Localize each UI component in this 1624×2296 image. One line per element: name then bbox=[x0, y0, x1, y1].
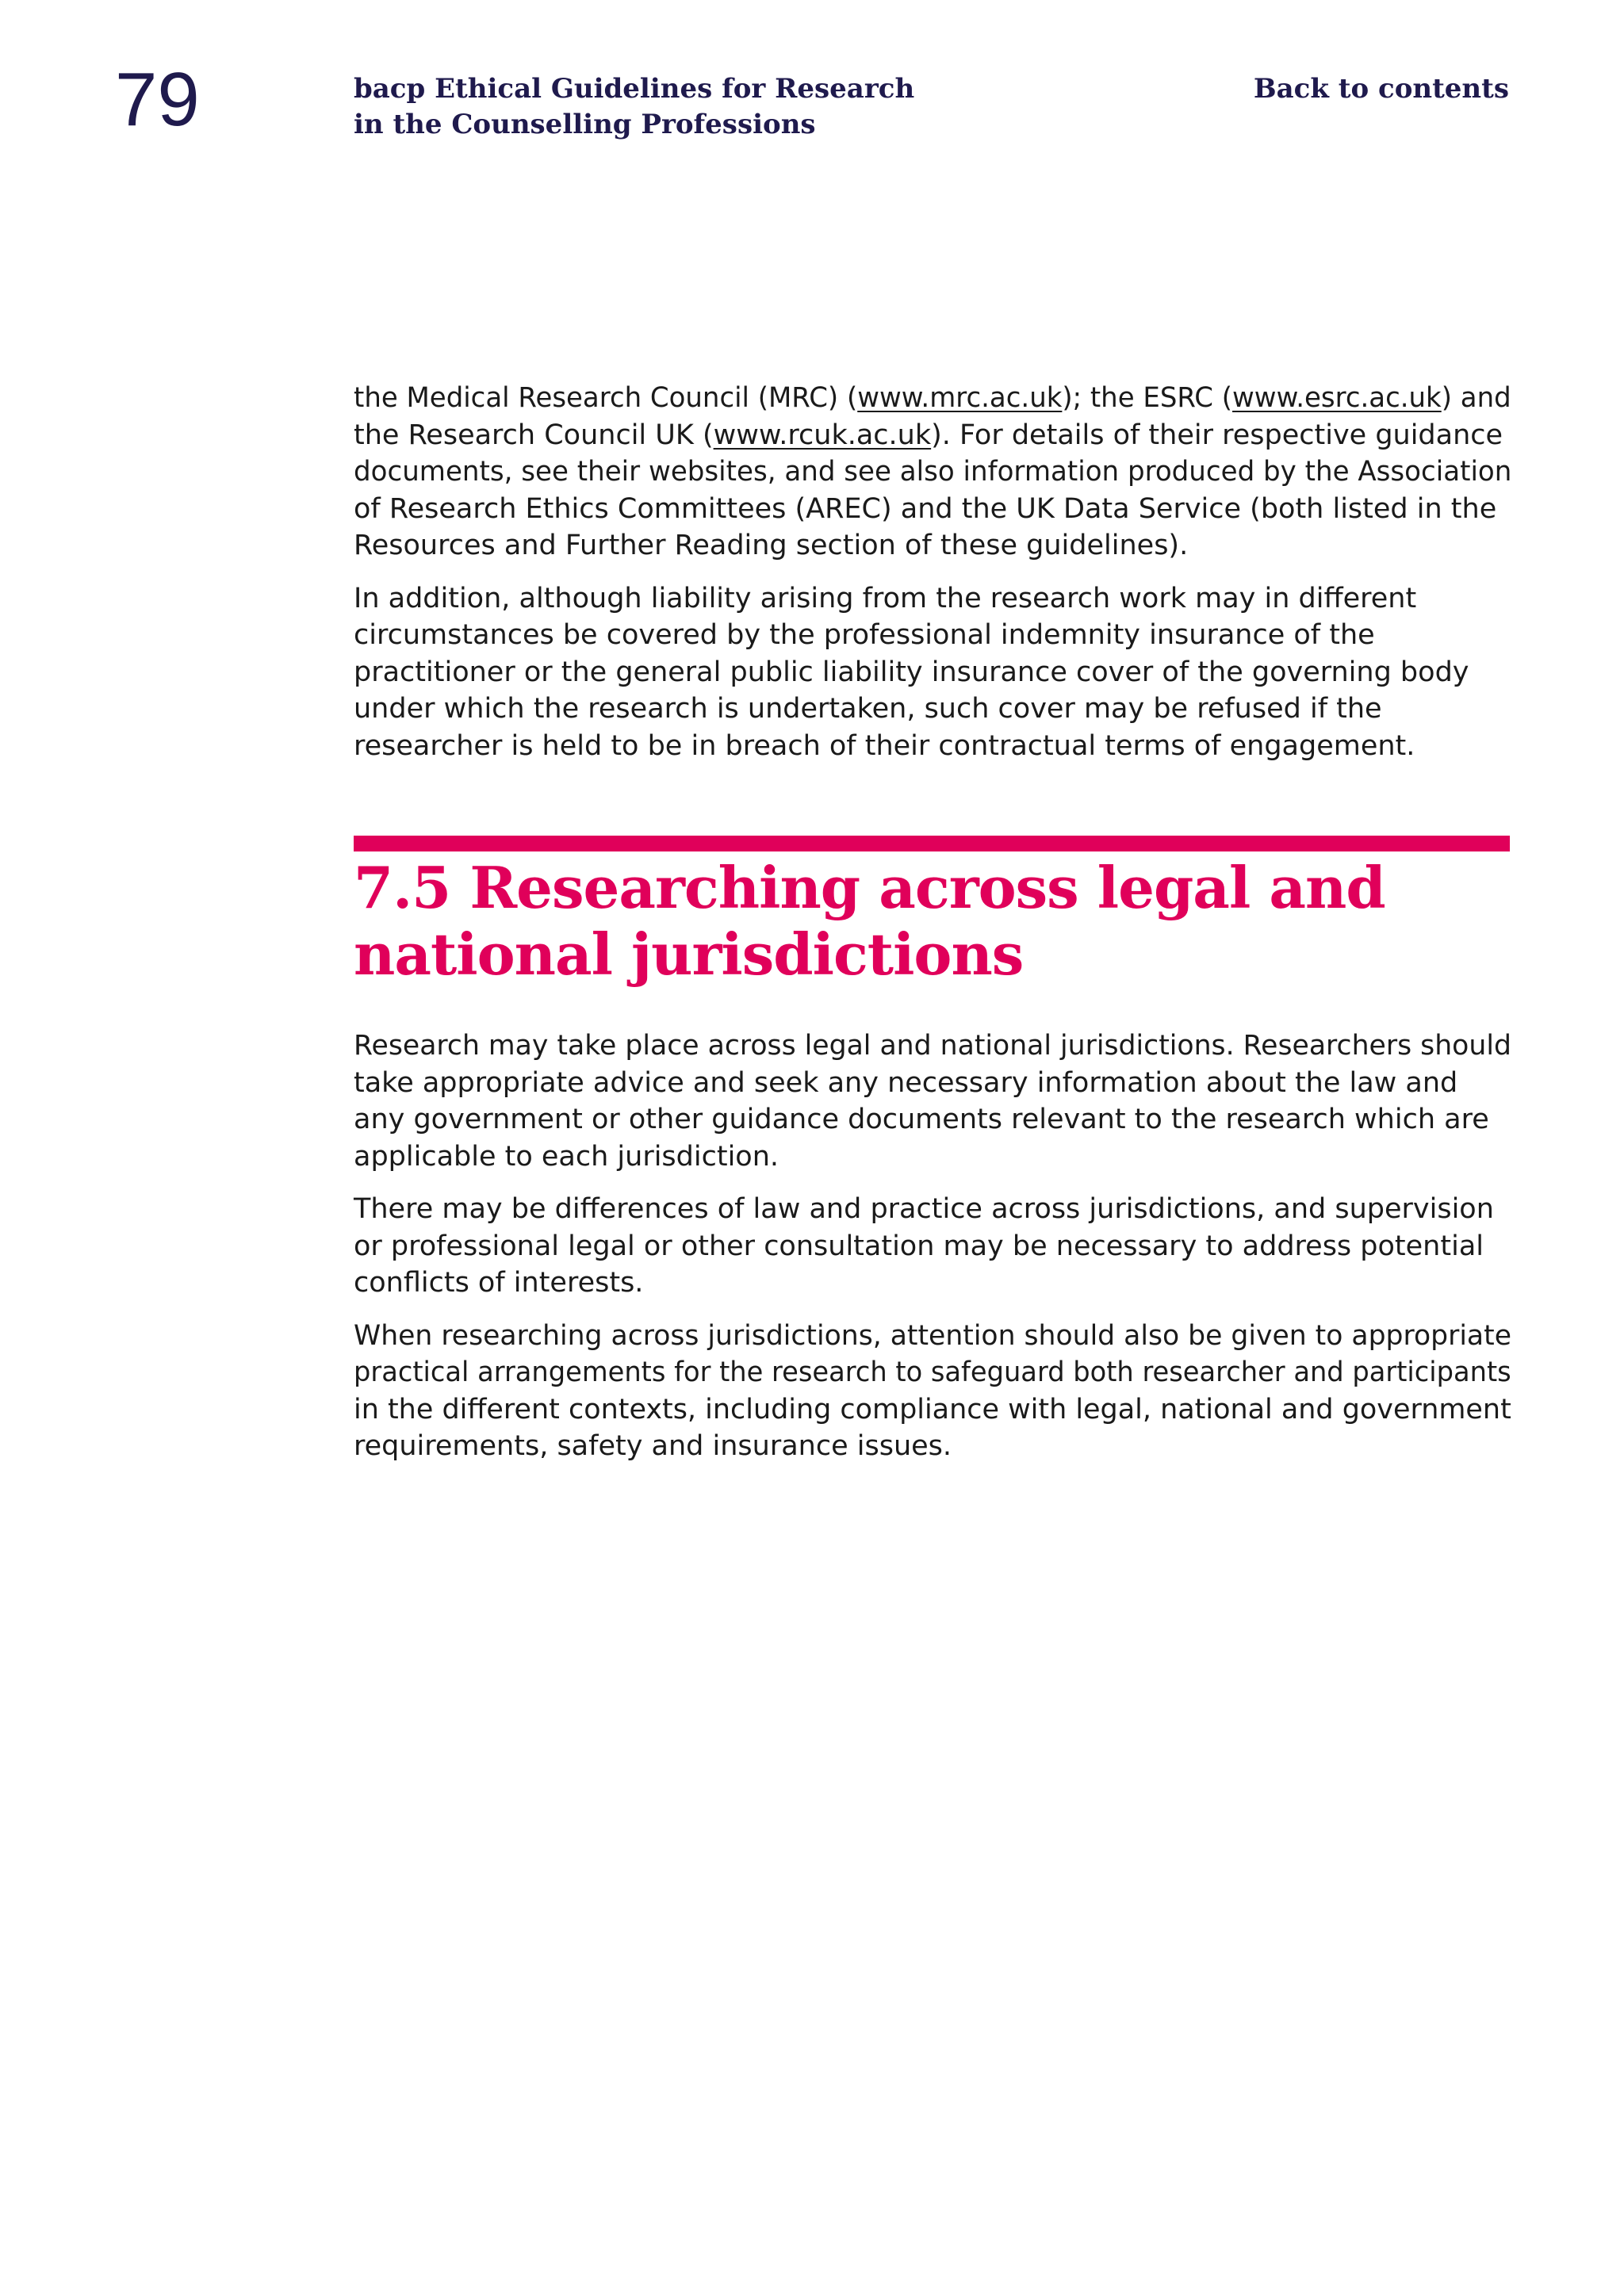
text-line: practical arrangements for the research to safeguard both researcher and participants bbox=[354, 1357, 1511, 1388]
text-line: researcher is held to be in breach of their contractual terms of engagement. bbox=[354, 729, 1415, 762]
text-segment: ); the ESRC ( bbox=[1062, 382, 1233, 414]
text-line: take appropriate advice and seek any necessary information about the law and bbox=[354, 1066, 1458, 1099]
text-line: conflicts of interests. bbox=[354, 1267, 644, 1299]
text-segment: ). For details of their respective guidance bbox=[931, 419, 1503, 451]
text-segment: the Research Council UK ( bbox=[354, 419, 714, 451]
text-line: requirements, safety and insurance issues. bbox=[354, 1430, 952, 1462]
text-line: Research may take place across legal and national jurisdictions. Researchers should bbox=[354, 1030, 1511, 1062]
page-number: 79 bbox=[115, 57, 200, 142]
text-line: any government or other guidance documents relevant to the research which are bbox=[354, 1104, 1489, 1135]
intro-text bbox=[354, 380, 1511, 764]
back-to-contents-link[interactable]: Back to contents bbox=[1253, 73, 1509, 105]
text-line bbox=[354, 417, 1511, 454]
text-line: practitioner or the general public liability insurance cover of the governing body bbox=[354, 656, 1469, 688]
text-line: in the different contexts, including compliance with legal, national and government bbox=[354, 1393, 1511, 1425]
paragraph bbox=[354, 380, 1511, 564]
text-line: Resources and Further Reading section of these guidelines). bbox=[354, 530, 1189, 561]
mrc-link[interactable]: www.mrc.ac.uk bbox=[857, 382, 1063, 414]
text-line: under which the research is undertaken, such cover may be refused if the bbox=[354, 693, 1382, 725]
section-heading bbox=[354, 855, 1511, 988]
esrc-link[interactable]: www.esrc.ac.uk bbox=[1232, 382, 1442, 414]
section-body bbox=[354, 1027, 1511, 1465]
section-heading-line: 7.5 Researching across legal and bbox=[354, 854, 1385, 921]
document-title-line: in the Counselling Professions bbox=[354, 109, 816, 140]
section-heading-line: national jurisdictions bbox=[354, 920, 1024, 988]
document-title-line: bacp Ethical Guidelines for Research bbox=[354, 73, 915, 105]
text-line: of Research Ethics Committees (AREC) and the UK Data Service (both listed in the bbox=[354, 492, 1497, 525]
text-line: There may be differences of law and practice across jurisdictions, and supervision bbox=[354, 1193, 1494, 1225]
paragraph bbox=[354, 580, 1511, 765]
document-title bbox=[354, 71, 914, 143]
rcuk-link[interactable]: www.rcuk.ac.uk bbox=[713, 419, 932, 451]
text-line: documents, see their websites, and see also information produced by the Association bbox=[354, 456, 1512, 488]
paragraph bbox=[354, 1318, 1511, 1465]
paragraph bbox=[354, 1027, 1511, 1175]
text-line bbox=[354, 380, 1511, 417]
text-line: In addition, although liability arising from the research work may in different bbox=[354, 582, 1417, 614]
text-line: applicable to each jurisdiction. bbox=[354, 1140, 779, 1173]
text-segment: ) and bbox=[1441, 382, 1511, 414]
section-divider-rule bbox=[354, 836, 1510, 851]
paragraph bbox=[354, 1191, 1511, 1302]
text-segment: the Medical Research Council (MRC) ( bbox=[354, 382, 858, 414]
text-line: circumstances be covered by the professional indemnity insurance of the bbox=[354, 619, 1375, 651]
text-line: or professional legal or other consultation may be necessary to address potential bbox=[354, 1230, 1484, 1262]
text-line: When researching across jurisdictions, attention should also be given to appropriate bbox=[354, 1319, 1511, 1352]
